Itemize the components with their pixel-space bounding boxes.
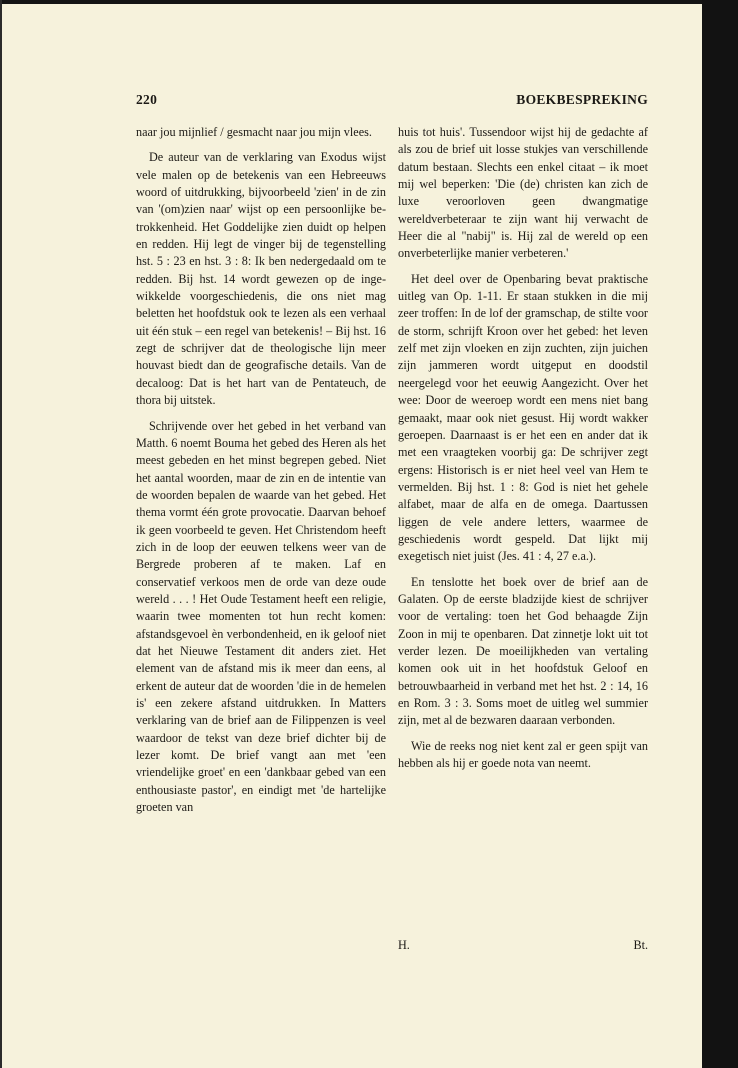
paragraph: De auteur van de verklaring van Exodus wijst vele malen op de betekenis van een Hebreeuws woord of uitdrukking, bijvoorbeeld 'zien' in de zin van '(om)zien naar' wijst op een persoonlijke betrokkenheid. Het Goddelijke zien duidt op helpen en redden. Hij legt de vinger bij de tegenstelling hst. 5 : 23 en hst. 3 : 8: Ik ben nedergedaald om te redden. Bij hst. 14 wordt gewezen op de ingewikkelde voorgeschiedenis, die ons niet mag beletten het hoofdstuk ook te lezen als een verhaal uit één stuk – een regel van betekenis! – Bij hst. 16 zegt de schrijver dat de theologische lijn meer houvast biedt dan de geografische details. Van de decaloog: Dat is het hart van de Pentateuch, de thora bij uitstek. (136, 150, 386, 408)
paragraph: huis tot huis'. Tussendoor wijst hij de gedachte af als zou de brief uit losse stukjes van verschillende datum bestaan. Slechts een enkel citaat – ik moet mij wel beperken: 'Die (de) christen kan zich de luxe veroorloven geen dwangmatige wereldverbeteraar te zijn want hij verwacht de Heer die al "nabij" is. Hij zal de wereld op een onverbeterlijke manier verbeteren.' (398, 125, 648, 261)
scan-edge-left (0, 0, 2, 1068)
left-column (136, 124, 386, 824)
scan-edge-top (0, 0, 738, 4)
scan-edge-right (702, 0, 738, 1068)
paragraph: En tenslotte het boek over de brief aan de Galaten. Op de eerste bladzijde kiest de schrijver voor de vertaling: toen het God behaagde Zijn Zoon in mij te openbaren. Dat zinnetje lokt uit tot verder lezen. De moeilijkheden van vertaling komen ook uit in het hoofdstuk Geloof en betrouwbaarheid in verband met het hst. 2 : 14, 16 en Rom. 3 : 3. Soms moet de uitleg wel summier zijn, met al de bezwaren daaraan verbonden. (398, 574, 648, 728)
paragraph: Schrijvende over het gebed in het verband van Matth. 6 noemt Bouma het gebed des Heren als het meest gebeden en het minst begrepen gebed. Niet het aantal woorden, maar de zin en de intentie van de woorden bepalen de waarde van het gebed. Het thema vormt één grote provocatie. Daarvan behoef ik geen voorbeeld te geven. Het Christendom heeft zich in de loop der eeuwen telkens weer van de Bergrede proberen af te maken. Laf en conservatief verkoos men de orde van deze oude wereld . . . ! Het Oude Testament heeft een religie, waarin twee momenten tot hun recht komen: afstandsgevoel èn verbondenheid, en ik geloof niet dat het Nieuwe Testament dit anders ziet. Het element van de afstand mis ik meer dan eens, al erkent de auteur dat de woorden 'die in de hemelen is' een zekere afstand uitdrukken. In Matters verklaring van de brief aan de Filippenzen is veel waardoor de tekst van deze brief dichter bij de lezer komt. De brief vangt aan met 'een vriendelijke groet' en een 'dankbaar gebed van een enthousiaste pastor', en eindigt met 'de hartelijke groeten van (136, 418, 386, 815)
signature-right: Bt. (633, 938, 648, 952)
running-head: BOEKBESPREKING (516, 92, 648, 107)
right-column (398, 124, 648, 780)
paragraph: Het deel over de Openbaring bevat praktische uitleg van Op. 1-11. Er staan stukken in die mij zeer troffen: In de lof der gramschap, de stilte voor de storm, schrijft Kroon over het gebed: het leven zelf met zijn vloeken en zijn zuchten, zijn juichen zijn jammeren wordt uitgeput en doodstil neergelegd voor het eeuwig Aangezicht. Over het wee: Door de weeroep wordt een mens niet bang gemaakt, maar ook niet gesust. Hij wordt wakker geroepen. Daarnaast is er het een en ander dat ik met een vraagteken voorbij ga: De schrijver zegt ergens: Historisch is er niet heel veel van Hem te vermelden. Bij hst. 1 : 8: God is niet het gehele alfabet, maar de alfa en de omega. Daartussen liggen de vele andere letters, waarmee de geschiedenis wordt gespeld. Dat lijkt mij exegetisch niet juist (Jes. 41 : 4, 27 e.a.). (398, 271, 648, 564)
signature-left: H. (398, 938, 410, 952)
paragraph: Wie de reeks nog niet kent zal er geen spijt van hebben als hij er goede nota van neemt. (398, 738, 648, 771)
page-number: 220 (136, 92, 158, 107)
paragraph: naar jou mijnlief / gesmacht naar jou mijn vlees. (136, 125, 372, 139)
